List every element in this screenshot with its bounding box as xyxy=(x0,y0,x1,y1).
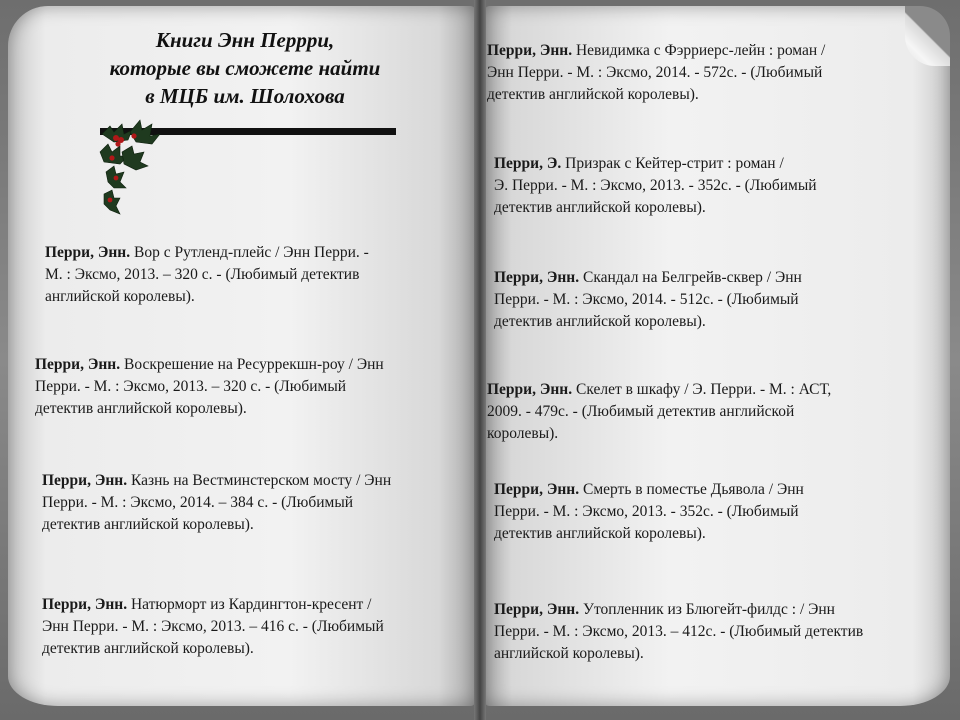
entry-author: Перри, Энн. xyxy=(35,356,121,373)
page-title xyxy=(75,26,415,110)
entry-author: Перри, Энн. xyxy=(487,381,573,398)
book-entry xyxy=(494,599,863,665)
entry-text: детектив английской королевы). xyxy=(494,313,706,330)
entry-text: детектив английской королевы). xyxy=(35,400,247,417)
entry-text: Перри. - М. : Эксмо, 2014. - 512с. - (Любимый xyxy=(494,291,799,308)
entry-author: Перри, Энн. xyxy=(42,596,128,613)
entry-text: Перри. - М. : Эксмо, 2014. – 384 с. - (Любимый xyxy=(42,494,354,511)
entry-text: Э. Перри. - М. : Эксмо, 2013. - 352с. - (Любимый xyxy=(494,177,817,194)
entry-text: Казнь на Вестминстерском мосту / Энн xyxy=(127,472,392,489)
entry-author: Перри, Э. xyxy=(494,155,562,172)
entry-text: королевы). xyxy=(487,425,559,442)
holly-icon xyxy=(92,112,172,222)
entry-author: Перри, Энн. xyxy=(494,481,580,498)
entry-text: Энн Перри. - М. : Эксмо, 2014. - 572с. - (Любимый xyxy=(487,64,823,81)
entry-text: Воскрешение на Ресуррекшн-роу / Энн xyxy=(120,356,384,373)
entry-author: Перри, Энн. xyxy=(494,601,580,618)
entry-text: Скандал на Белгрейв-сквер / Энн xyxy=(579,269,802,286)
entry-text: Перри. - М. : Эксмо, 2013. - 352с. - (Любимый xyxy=(494,503,799,520)
book-entry xyxy=(494,267,802,333)
book-entry xyxy=(487,379,831,445)
book-entry xyxy=(487,40,825,106)
entry-author: Перри, Энн. xyxy=(494,269,580,286)
entry-text: английской королевы). xyxy=(494,645,644,662)
entry-text: детектив английской королевы). xyxy=(42,516,254,533)
book-entry xyxy=(494,479,804,545)
book-entry xyxy=(494,153,817,219)
entry-author: Перри, Энн. xyxy=(45,244,131,261)
entry-text: Скелет в шкафу / Э. Перри. - М. : АСТ, xyxy=(572,381,832,398)
entry-text: Утопленник из Блюгейт-филдс : / Энн xyxy=(579,601,835,618)
entry-text: М. : Эксмо, 2013. – 320 с. - (Любимый детектив xyxy=(45,266,360,283)
entry-text: детектив английской королевы). xyxy=(494,199,706,216)
book-entry xyxy=(45,242,369,308)
entry-text: Призрак с Кейтер-стрит : роман / xyxy=(561,155,784,172)
entry-text: 2009. - 479с. - (Любимый детектив английской xyxy=(487,403,795,420)
entry-text: Энн Перри. - М. : Эксмо, 2013. – 416 с. - (Любимый xyxy=(42,618,384,635)
entry-author: Перри, Энн. xyxy=(42,472,128,489)
entry-text: Перри. - М. : Эксмо, 2013. – 320 с. - (Любимый xyxy=(35,378,347,395)
entry-text: детектив английской королевы). xyxy=(494,525,706,542)
book-entry xyxy=(35,354,384,420)
book-entry xyxy=(42,470,391,536)
title-line: которые вы сможете найти xyxy=(109,56,381,80)
entry-text: Вор с Рутленд-плейс / Энн Перри. - xyxy=(130,244,369,261)
entry-text: Невидимка с Фэрриерс-лейн : роман / xyxy=(572,42,826,59)
entry-author: Перри, Энн. xyxy=(487,42,573,59)
entry-text: Перри. - М. : Эксмо, 2013. – 412с. - (Любимый детектив xyxy=(494,623,864,640)
entry-text: английской королевы). xyxy=(45,288,195,305)
book-entry xyxy=(42,594,384,660)
entry-text: детектив английской королевы). xyxy=(487,86,699,103)
title-line: в МЦБ им. Шолохова xyxy=(145,84,345,108)
entry-text: детектив английской королевы). xyxy=(42,640,254,657)
book-spine xyxy=(474,0,486,720)
entry-text: Натюрморт из Кардингтон-кресент / xyxy=(127,596,372,613)
entry-text: Смерть в поместье Дьявола / Энн xyxy=(579,481,804,498)
title-line: Книги Энн Перрри, xyxy=(155,28,335,52)
